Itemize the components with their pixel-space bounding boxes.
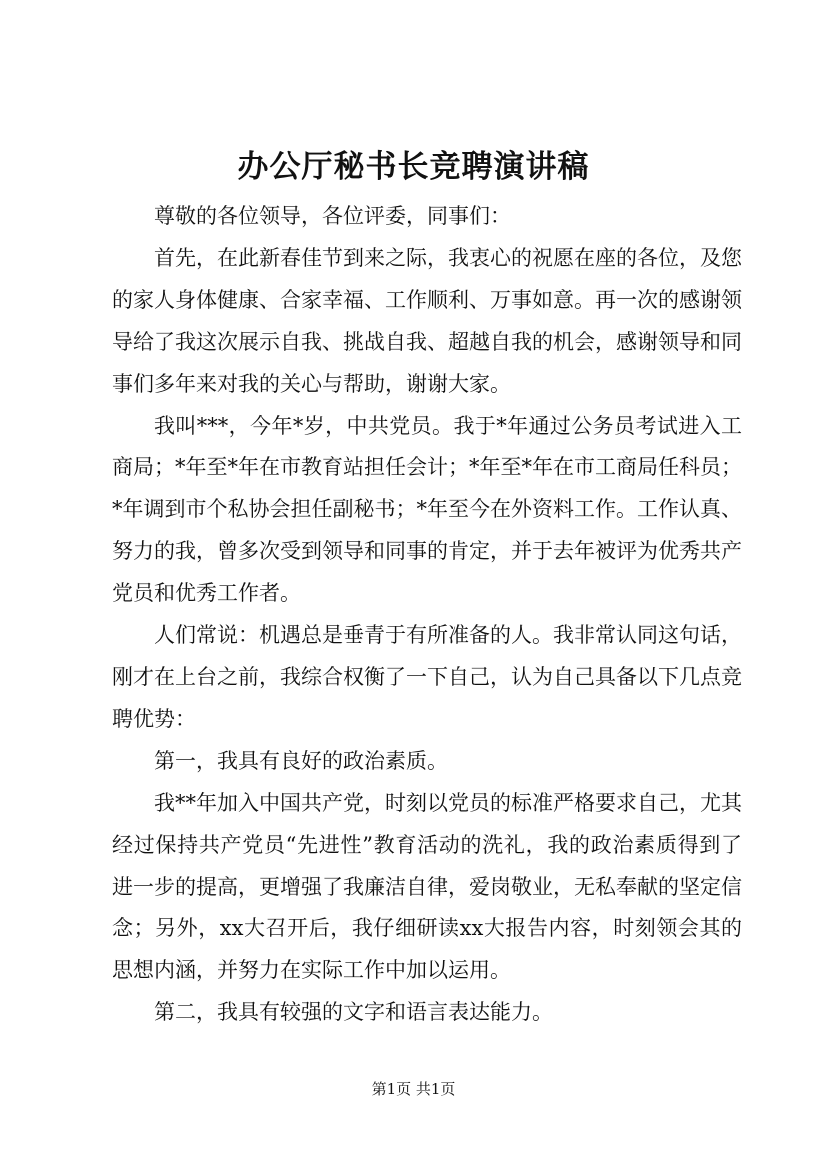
document-title: 办公厅秘书长竞聘演讲稿 [237,149,590,185]
paragraph-self-introduction: 我叫***，今年*岁，中共党员。我于*年通过公务员考试进入工商局；*年至*年在市教育站担任会计；*年至*年在市工商局任科员；*年调到市个私协会担任副秘书；*年至今在外资料工作。工作认真、努力的我，曾多次受到领导和同事的肯定，并于去年被评为优秀共产党员和优秀工作者。 [112,413,742,606]
page-footer: 第1页 共1页 [371,1080,456,1098]
paragraph-point-two-heading: 第二，我具有较强的文字和语言表达能力。 [154,1000,553,1025]
paragraph-salutation: 尊敬的各位领导，各位评委，同事们： [154,204,511,228]
paragraph-point-one-heading: 第一，我具有良好的政治素质。 [154,748,448,773]
paragraph-advantages-intro: 人们常说：机遇总是垂青于有所准备的人。我非常认同这句话，刚才在上台之前，我综合权衡了一下自己，认为自己具备以下几点竞聘优势： [112,623,742,731]
document-body [112,196,742,1034]
paragraph-point-one-detail: 我**年加入中国共产党，时刻以党员的标准严格要求自己，尤其经过保持共产党员“先进性”教育活动的洗礼，我的政治素质得到了进一步的提高，更增强了我廉洁自律，爱岗敬业，无私奉献的坚定信念；另外，xx大召开后，我仔细研读xx大报告内容，时刻领会其的思想内涵，并努力在实际工作中加以运用。 [112,790,742,983]
paragraph-greeting: 首先，在此新春佳节到来之际，我衷心的祝愿在座的各位，及您的家人身体健康、合家幸福、工作顺利、万事如意。再一次的感谢领导给了我这次展示自我、挑战自我、超越自我的机会，感谢领导和同事们多年来对我的关心与帮助，谢谢大家。 [112,245,742,396]
